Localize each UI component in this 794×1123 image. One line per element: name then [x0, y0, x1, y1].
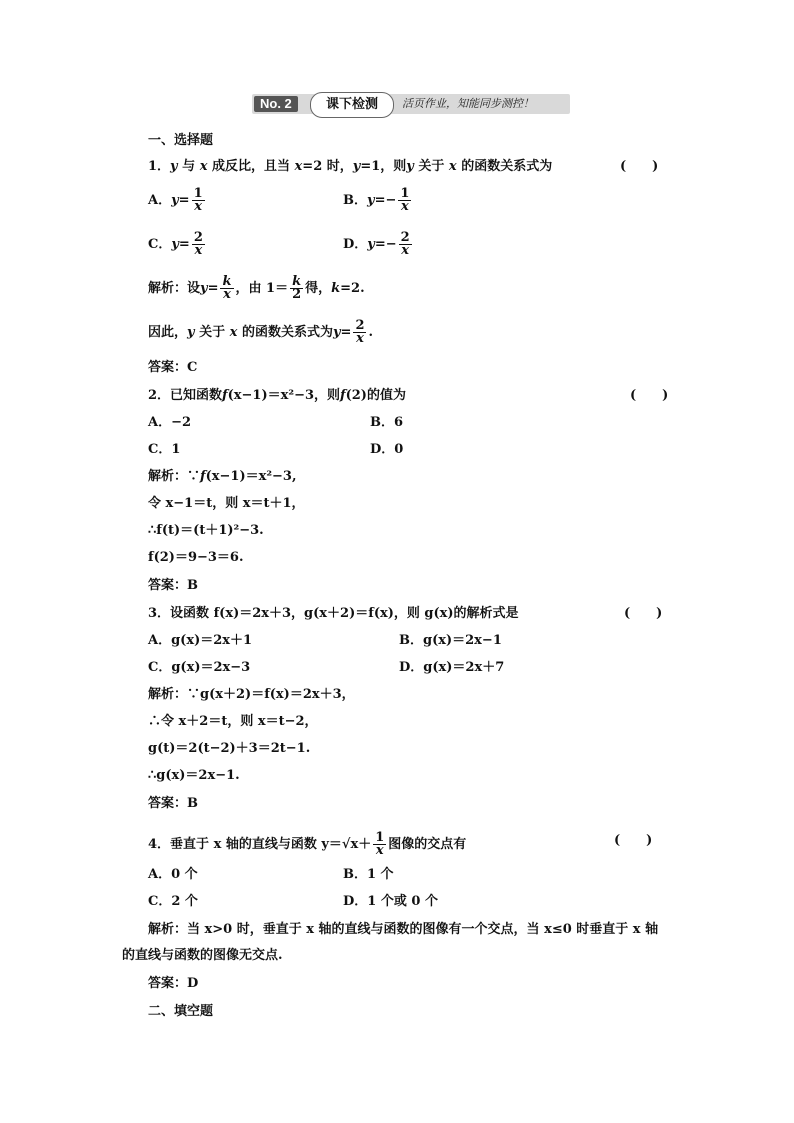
- q2-stem: 2．已知函数f(x−1)＝x²−3，则f(2)的值为: [148, 388, 406, 403]
- q4-option-b: B．1 个: [343, 867, 394, 882]
- q4-answer: 答案：D: [148, 976, 199, 991]
- q3-paren: ( ): [624, 606, 663, 621]
- q3-option-a: A．g(x)＝2x＋1: [148, 633, 253, 648]
- q3-solution-4: ∴g(x)＝2x−1.: [148, 768, 240, 783]
- section-heading-fill: 二、填空题: [148, 1004, 214, 1019]
- q1-option-b: B．y=− $\frac{1}{x}$: [343, 186, 410, 214]
- q2-paren: ( ): [630, 388, 669, 403]
- q4-stem: 4．垂直于 x 轴的直线与函数 y＝√x＋ $\frac{1}{x}$ 图像的交点有: [148, 830, 467, 858]
- section-heading-choice: 一、选择题: [148, 133, 214, 148]
- banner-title: 课下检测: [310, 92, 394, 118]
- q2-solution-4: f(2)＝9−3＝6.: [148, 550, 244, 565]
- q4-option-c: C．2 个: [148, 894, 198, 909]
- q2-option-a: A．−2: [148, 415, 192, 430]
- q3-solution-1: 解析：∵g(x＋2)＝f(x)＝2x＋3，: [148, 687, 355, 702]
- q1-stem: 1．y 与 x 成反比，且当 x=2 时，y=1，则y 关于 x 的函数关系式为: [148, 159, 553, 174]
- q1-answer: 答案：C: [148, 360, 198, 375]
- q2-option-c: C．1: [148, 442, 181, 457]
- q1-option-c: C．y= $\frac{2}{x}$: [148, 230, 203, 258]
- q3-option-d: D．g(x)＝2x＋7: [399, 660, 505, 675]
- q3-solution-3: g(t)＝2(t−2)＋3＝2t−1.: [148, 741, 311, 756]
- q3-answer: 答案：B: [148, 796, 198, 811]
- q2-option-d: D．0: [370, 442, 404, 457]
- q3-option-b: B．g(x)＝2x−1: [399, 633, 502, 648]
- q2-solution-3: ∴f(t)＝(t＋1)²−3.: [148, 523, 264, 538]
- q1-option-d: D．y=− $\frac{2}{x}$: [343, 230, 410, 258]
- q4-solution-1: 解析：当 x>0 时，垂直于 x 轴的直线与函数的图像有一个交点，当 x≤0 时垂直于 x 轴: [148, 922, 659, 937]
- q4-paren: ( ): [614, 833, 653, 848]
- q3-option-c: C．g(x)＝2x−3: [148, 660, 251, 675]
- q1-paren: ( ): [620, 159, 659, 174]
- q3-solution-2: ∴令 x＋2＝t，则 x＝t−2，: [148, 714, 318, 729]
- q4-option-a: A．0 个: [148, 867, 198, 882]
- q4-option-d: D．1 个或 0 个: [343, 894, 438, 909]
- q2-solution-1: 解析：∵f(x−1)＝x²−3,: [148, 469, 297, 484]
- q4-solution-2: 的直线与函数的图像无交点.: [122, 948, 283, 963]
- banner-slogan: 活页作业，知能同步测控！: [402, 97, 534, 110]
- q1-option-a: A．y= $\frac{1}{x}$: [148, 186, 203, 214]
- header-banner: [252, 94, 570, 114]
- q2-option-b: B．6: [370, 415, 404, 430]
- q2-answer: 答案：B: [148, 578, 198, 593]
- q1-solution-2: 因此，y 关于 x 的函数关系式为y= $\frac{2}{x}$ .: [148, 318, 374, 346]
- q1-solution-1: 解析：设y= $\frac{k}{x}$ ，由 1＝ $\frac{k}{2}$ 得，k=2.: [148, 274, 365, 302]
- banner-number: No. 2: [254, 96, 298, 112]
- q3-stem: 3．设函数 f(x)＝2x＋3，g(x＋2)＝f(x)，则 g(x)的解析式是: [148, 606, 519, 621]
- q2-solution-2: 令 x−1＝t，则 x＝t＋1，: [148, 496, 305, 511]
